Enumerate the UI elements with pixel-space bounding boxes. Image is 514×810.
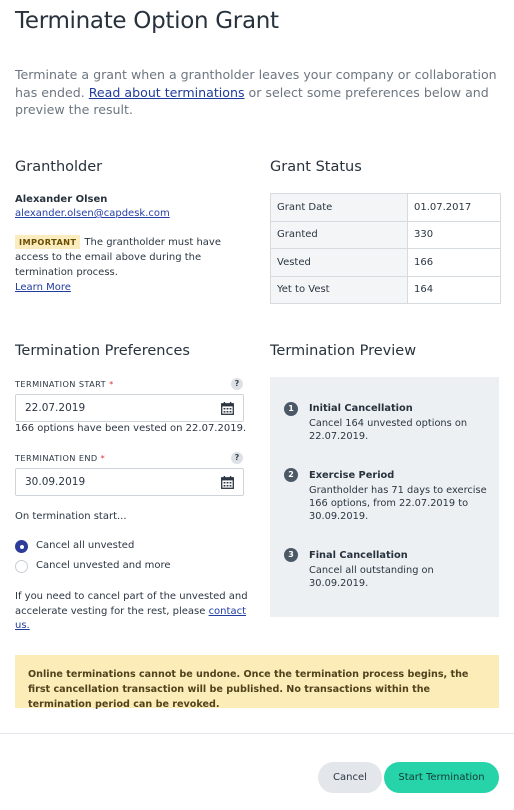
step-description: Grantholder has 71 days to exercise 166 options, from 22.07.2019 to 30.09.2019. xyxy=(309,485,487,522)
grant-status-table xyxy=(270,193,501,304)
status-label: Granted xyxy=(271,221,408,249)
status-label: Yet to Vest xyxy=(271,276,408,304)
option-cancel-unvested-and-more[interactable] xyxy=(15,560,215,574)
option-label: Cancel all unvested xyxy=(36,540,135,551)
calendar-icon[interactable] xyxy=(221,402,234,415)
status-value: 330 xyxy=(408,221,501,249)
termination-start-value: 22.07.2019 xyxy=(25,402,86,414)
termination-start-label-text: TERMINATION START xyxy=(15,379,107,389)
termination-end-value: 30.09.2019 xyxy=(25,476,86,488)
radio-unselected-icon[interactable] xyxy=(15,560,28,573)
important-note xyxy=(15,235,250,295)
step-number: 3 xyxy=(284,548,298,562)
step-title: Initial Cancellation xyxy=(309,403,413,414)
cancel-button[interactable]: Cancel xyxy=(318,762,382,793)
status-value: 164 xyxy=(408,276,501,304)
status-label: Grant Date xyxy=(271,194,408,222)
termination-end-input[interactable] xyxy=(15,468,244,496)
calendar-icon[interactable] xyxy=(221,476,234,489)
termination-preferences-heading: Termination Preferences xyxy=(15,343,190,359)
grantholder-heading: Grantholder xyxy=(15,159,103,175)
grant-status-heading: Grant Status xyxy=(270,159,362,175)
table-row xyxy=(271,194,501,222)
warning-banner: Online terminations cannot be undone. Once the termination process begins, the first cancellation transaction will be published. No transactions within the termination period can be revoked. xyxy=(15,655,499,708)
termination-end-label-text: TERMINATION END xyxy=(15,453,98,463)
radio-selected-icon[interactable] xyxy=(15,540,28,553)
status-value: 01.07.2017 xyxy=(408,194,501,222)
on-termination-start-label: On termination start... xyxy=(15,511,127,522)
required-mark: * xyxy=(100,453,106,463)
read-about-terminations-link[interactable]: Read about terminations xyxy=(88,84,245,100)
table-row xyxy=(271,249,501,277)
page-title: Terminate Option Grant xyxy=(15,8,279,34)
step-description: Cancel 164 unvested options on 22.07.2019. xyxy=(309,418,468,442)
termination-end-label xyxy=(15,453,105,463)
intro-before: Terminate a grant when a grantholder leaves your company or collaboration has ended. xyxy=(15,67,497,100)
step-number: 1 xyxy=(284,402,298,416)
contact-note-text: If you need to cancel part of the unvested and accelerate vesting for the rest, please xyxy=(15,591,248,617)
termination-start-label xyxy=(15,379,114,389)
status-label: Vested xyxy=(271,249,408,277)
step-title: Final Cancellation xyxy=(309,550,408,561)
option-cancel-all-unvested[interactable] xyxy=(15,540,215,554)
table-row xyxy=(271,276,501,304)
intro-after: or select some preferences below and preview the result. xyxy=(15,84,489,117)
termination-preview-heading: Termination Preview xyxy=(270,343,417,359)
grantholder-name: Alexander Olsen xyxy=(15,194,108,205)
learn-more-link[interactable]: Learn More xyxy=(15,282,71,293)
step-number: 2 xyxy=(284,468,298,482)
important-badge: IMPORTANT xyxy=(15,235,80,249)
status-value: 166 xyxy=(408,249,501,277)
grantholder-email[interactable]: alexander.olsen@capdesk.com xyxy=(15,208,170,219)
help-icon[interactable]: ? xyxy=(231,452,243,464)
table-row xyxy=(271,221,501,249)
step-title: Exercise Period xyxy=(309,470,395,481)
termination-start-input[interactable] xyxy=(15,394,244,422)
start-termination-button[interactable]: Start Termination xyxy=(384,762,499,793)
option-label: Cancel unvested and more xyxy=(36,560,171,571)
required-mark: * xyxy=(109,379,114,389)
help-icon[interactable]: ? xyxy=(231,378,243,390)
termination-preview-panel xyxy=(270,377,499,617)
contact-note xyxy=(15,590,255,634)
intro-text xyxy=(15,66,500,119)
footer-divider xyxy=(0,733,514,734)
important-text: The grantholder must have access to the email above during the termination process. xyxy=(15,237,221,278)
contact-us-link[interactable]: contact us. xyxy=(15,605,246,631)
step-description: Cancel all outstanding on 30.09.2019. xyxy=(309,565,434,589)
termination-start-hint: 166 options have been vested on 22.07.2019. xyxy=(15,423,247,434)
